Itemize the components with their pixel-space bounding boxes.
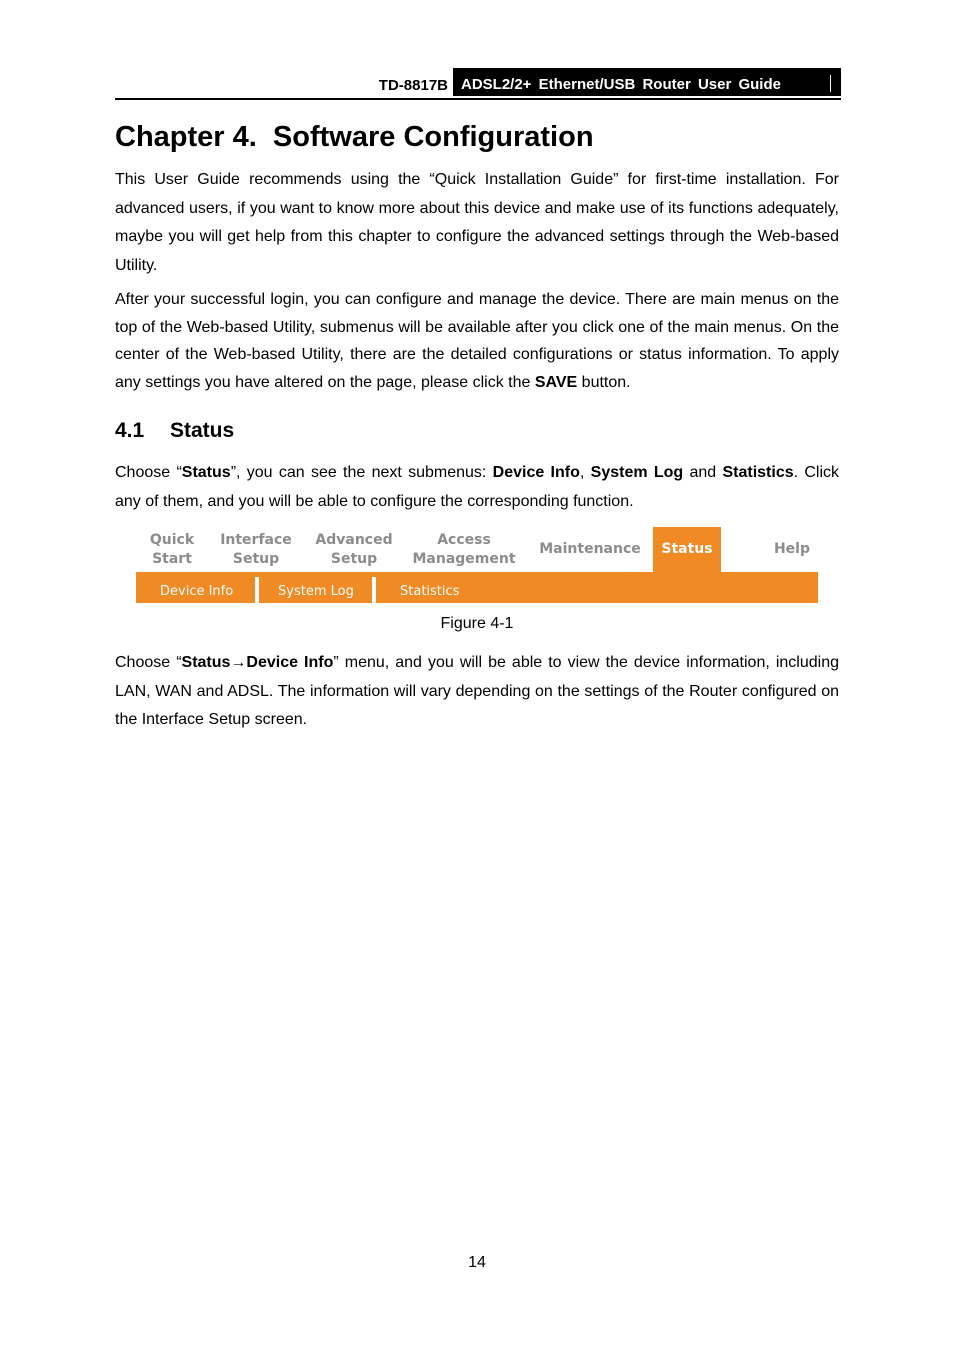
section-number: 4.1 (115, 419, 145, 442)
menu-help[interactable]: Help (773, 541, 811, 557)
menu-status[interactable]: Status (653, 527, 721, 572)
menu-access-management-line-1: Access (437, 531, 491, 548)
statistics-keyword: Statistics (722, 464, 794, 481)
chapter-title: Chapter 4. Software Configuration (115, 121, 594, 153)
model-number: TD-8817B (378, 77, 448, 94)
router-menu-figure (136, 527, 818, 603)
menu-access-management[interactable] (408, 527, 520, 572)
submenu-bar (136, 572, 818, 603)
status-paragraph-text-4: and (683, 464, 723, 481)
device-info-paragraph-text-1: Choose “ (115, 654, 182, 671)
menu-advanced-setup-line-2: Setup (330, 550, 378, 567)
status-paragraph-text-3: , (579, 464, 591, 481)
section-heading (115, 419, 234, 443)
menu-quick-start-line-1: Quick (149, 531, 195, 548)
submenu-system-log[interactable]: System Log (278, 584, 354, 599)
menu-path: Status→Device Info (181, 654, 334, 671)
system-log-keyword: System Log (590, 464, 684, 481)
menu-advanced-setup[interactable] (308, 527, 400, 572)
intro-paragraph-2 (115, 286, 839, 396)
submenu-statistics[interactable]: Statistics (400, 584, 460, 599)
status-paragraph-text-5: . Click any of them, and you will be able to configure the corresponding function. (115, 464, 840, 510)
figure-caption: Figure 4-1 (440, 615, 514, 632)
device-info-paragraph-text-2: ” menu, and you will be able to view the device information, including LAN, WAN and ADSL. The information will vary depending on the settings of the Router configured on the Interface Setup screen. (115, 654, 839, 728)
device-info-paragraph (115, 649, 839, 735)
status-keyword: Status (181, 464, 231, 481)
status-paragraph-text-1: Choose “ (115, 464, 182, 481)
page-number: 14 (468, 1254, 486, 1271)
status-paragraph-text-2: ”, you can see the next submenus: (230, 464, 493, 481)
status-paragraph (115, 459, 839, 516)
menu-interface-setup[interactable] (216, 527, 296, 572)
save-keyword: SAVE (534, 373, 578, 391)
submenu-separator (255, 577, 259, 603)
page-header (115, 68, 841, 100)
submenu-device-info[interactable]: Device Info (160, 584, 234, 599)
menu-advanced-setup-line-1: Advanced (315, 531, 393, 548)
menu-maintenance[interactable]: Maintenance (539, 541, 641, 557)
submenu-separator (372, 577, 376, 603)
menu-access-management-line-2: Management (412, 550, 516, 567)
menu-quick-start-line-2: Start (152, 550, 192, 567)
guide-title: ADSL2/2+ Ethernet/USB Router User Guide (461, 76, 781, 93)
guide-title-box (453, 68, 841, 96)
device-info-keyword: Device Info (492, 464, 580, 481)
intro-paragraph-2-end: button. (577, 373, 631, 391)
menu-interface-setup-line-2: Setup (232, 550, 280, 567)
menu-quick-start[interactable] (136, 527, 208, 572)
intro-paragraph-1: This User Guide recommends using the “Quick Installation Guide” for first-time installation. For advanced users, if you want to know more about this device and make use of its functions adequately, maybe you will get help from this chapter to configure the advanced settings through the Web-based Utility. (115, 171, 839, 274)
intro-paragraph-2-text: After your successful login, you can configure and manage the device. There are main menus on the top of the Web-based Utility, submenus will be available after you click one of the main menus. On the center of the Web-based Utility, there are the detailed configurations or status information. To apply any settings you have altered on the page, please click the (115, 291, 839, 391)
menu-interface-setup-line-1: Interface (220, 531, 292, 548)
header-divider (830, 75, 831, 92)
section-title: Status (170, 419, 235, 442)
